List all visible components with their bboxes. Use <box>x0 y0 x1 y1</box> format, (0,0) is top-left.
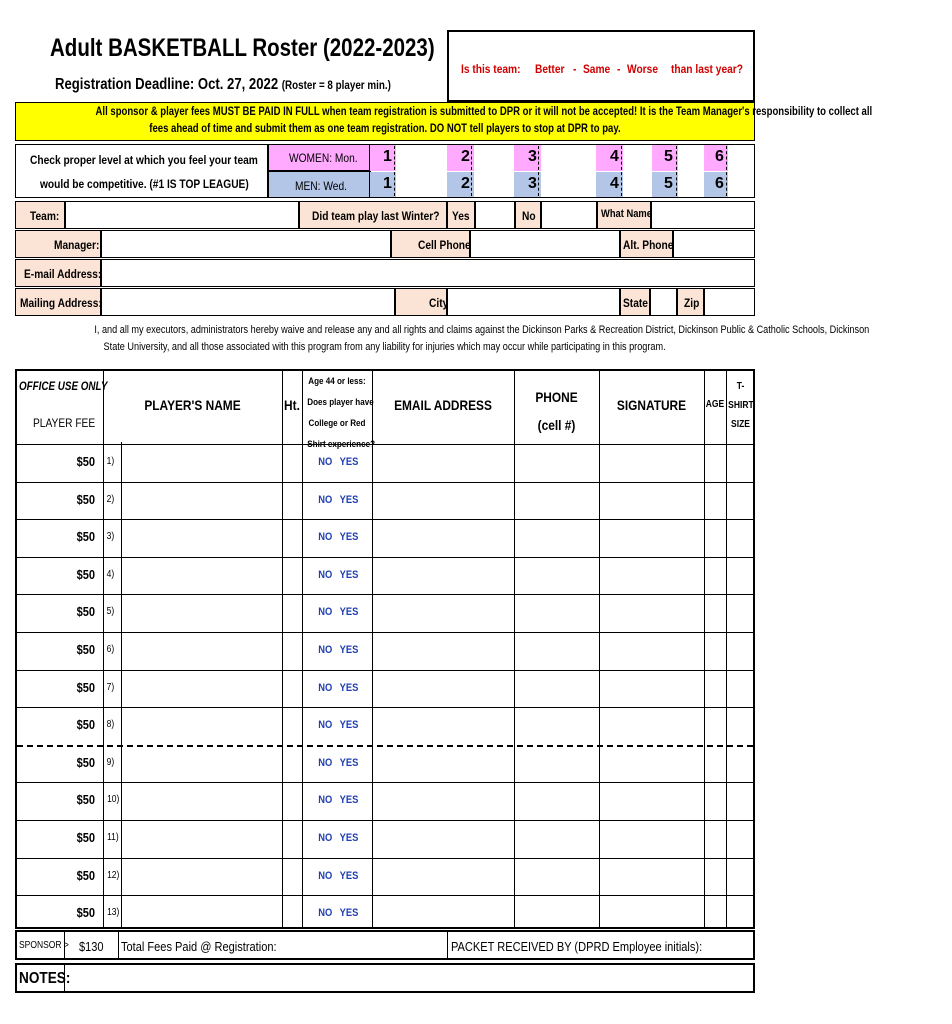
player-fee-header: PLAYER FEE <box>33 416 96 430</box>
tshirt-header: T- SHIRT SIZE <box>728 381 754 430</box>
notice-line-1: All sponsor & player fees MUST BE PAID IN FULL when team registration is submitted to DPR or it will not be accepted! It is the Team Manager's responsibility to collect all <box>95 106 873 118</box>
row-number: 5) <box>106 606 115 618</box>
alt-phone-input[interactable] <box>673 230 755 258</box>
state-input[interactable] <box>650 288 677 316</box>
experience-no-option[interactable]: NO <box>318 794 333 807</box>
experience-yes-option[interactable]: YES <box>339 644 359 656</box>
men-level-5[interactable]: 5 <box>664 175 673 192</box>
row-divider <box>17 745 753 747</box>
row-divider <box>17 858 753 859</box>
waiver-line-1: I, and all my executors, administrators hereby waive and release any and all rights and claims against the Dickinson Parks & Recreation District, Dickinson Public & Catholic Schools, Dickinson <box>94 324 870 336</box>
row-number: 9) <box>106 756 115 768</box>
row-number: 3) <box>106 531 115 543</box>
level-prompt-line-1: Check proper level at which you feel your team <box>30 153 258 167</box>
liability-waiver <box>15 322 870 356</box>
sponsor-label: SPONSOR > <box>19 940 69 951</box>
row-divider <box>17 557 753 558</box>
player-name-header: PLAYER'S NAME <box>144 397 241 413</box>
player-fee: $50 <box>76 867 96 883</box>
city-label: City <box>395 288 447 316</box>
separator: - <box>573 62 577 76</box>
previous-team-name-input[interactable] <box>651 201 755 229</box>
manager-input[interactable] <box>101 230 391 258</box>
player-fee: $50 <box>76 491 96 507</box>
notes-box[interactable] <box>15 963 755 993</box>
last-winter-yes-input[interactable] <box>475 201 515 229</box>
notes-label: NOTES: <box>19 970 71 987</box>
experience-no-option[interactable]: NO <box>318 493 333 506</box>
player-fee: $50 <box>76 905 96 921</box>
email-header: EMAIL ADDRESS <box>394 397 492 413</box>
experience-yes-option[interactable]: YES <box>339 531 359 544</box>
experience-no-option[interactable]: NO <box>318 719 333 732</box>
women-level-1[interactable]: 1 <box>383 148 392 165</box>
men-level-2[interactable]: 2 <box>461 175 470 192</box>
packet-received-label: PACKET RECEIVED BY (DPRD Employee initials): <box>451 939 703 954</box>
zip-label: Zip <box>677 288 704 316</box>
deadline-text: Registration Deadline: Oct. 27, 2022 <box>55 76 279 93</box>
row-divider <box>17 594 753 595</box>
player-fee: $50 <box>76 717 96 733</box>
women-level-4[interactable]: 4 <box>610 148 619 165</box>
experience-yes-option[interactable]: YES <box>339 869 359 882</box>
mailing-label-cell: Mailing Address: <box>15 288 101 316</box>
roster-min-note: (Roster = 8 player min.) <box>281 78 391 92</box>
team-label-cell: Team: <box>15 201 65 229</box>
women-level-3[interactable]: 3 <box>528 148 537 165</box>
row-divider <box>17 707 753 708</box>
row-divider <box>17 820 753 821</box>
alt-phone-label: Alt. Phone <box>620 230 673 258</box>
height-header: Ht. <box>284 397 300 413</box>
level-options-box <box>370 144 755 198</box>
row-divider <box>17 519 753 520</box>
manager-email-input[interactable] <box>101 259 755 287</box>
sponsor-fee: $130 <box>79 939 104 954</box>
cell-phone-label: Cell Phone <box>391 230 470 258</box>
fee-notice <box>15 102 873 141</box>
registration-deadline <box>55 76 391 94</box>
phone-header: PHONE (cell #) <box>535 389 578 433</box>
manager-label-cell: Manager: <box>15 230 101 258</box>
level-prompt-box <box>15 144 268 198</box>
row-number: 4) <box>106 568 115 580</box>
men-level-1[interactable]: 1 <box>383 175 392 192</box>
player-fee: $50 <box>76 642 96 657</box>
row-divider <box>17 670 753 671</box>
row-divider <box>17 895 753 896</box>
row-number: 7) <box>106 681 115 693</box>
option-worse[interactable]: Worse <box>627 62 658 76</box>
email-label-cell: E-mail Address: <box>15 259 101 287</box>
player-fee: $50 <box>76 604 96 620</box>
experience-no-option[interactable]: NO <box>318 644 333 656</box>
women-level-5[interactable]: 5 <box>664 148 673 165</box>
experience-yes-option[interactable]: YES <box>339 907 359 920</box>
row-divider <box>17 782 753 783</box>
women-monday-label: WOMEN: Mon. <box>268 144 370 171</box>
row-number: 13) <box>107 907 120 919</box>
state-label: State <box>620 288 650 316</box>
last-winter-question: Did team play last Winter? <box>299 201 447 229</box>
player-fee: $50 <box>76 529 96 545</box>
player-fee: $50 <box>76 566 96 582</box>
row-divider <box>17 482 753 483</box>
player-fee: $50 <box>76 679 96 695</box>
cell-phone-input[interactable] <box>470 230 620 258</box>
team-comparison-box <box>447 30 755 102</box>
experience-yes-option[interactable]: YES <box>339 568 359 581</box>
player-roster-table <box>15 369 755 929</box>
men-level-4[interactable]: 4 <box>610 175 619 192</box>
signature-header: SIGNATURE <box>616 397 687 413</box>
experience-no-option[interactable]: NO <box>318 756 333 769</box>
age-header: AGE <box>705 399 725 410</box>
experience-yes-option[interactable]: YES <box>339 681 359 694</box>
experience-no-option[interactable]: NO <box>318 456 333 468</box>
experience-no-option[interactable]: NO <box>318 832 333 844</box>
waiver-line-2: State University, and all those associated with this program from any liability for injuries which may occur while participating in this program. <box>103 341 667 353</box>
than-last-year: than last year? <box>671 62 743 76</box>
team-name-input[interactable] <box>65 201 299 229</box>
experience-no-option[interactable]: NO <box>318 531 333 544</box>
experience-yes-option[interactable]: YES <box>339 794 359 807</box>
option-same[interactable]: Same <box>583 62 611 76</box>
last-winter-no-input[interactable] <box>541 201 597 229</box>
player-fee: $50 <box>76 830 96 845</box>
total-fees-label: Total Fees Paid @ Registration: <box>121 939 277 954</box>
experience-yes-option[interactable]: YES <box>339 756 359 769</box>
experience-yes-option[interactable]: YES <box>339 832 359 844</box>
separator: - <box>617 62 621 76</box>
row-divider <box>17 632 753 633</box>
men-level-6[interactable]: 6 <box>715 175 724 192</box>
form-title: Adult BASKETBALL Roster (2022-2023) <box>50 34 435 62</box>
row-number: 2) <box>106 493 115 505</box>
experience-no-option[interactable]: NO <box>318 681 333 694</box>
men-level-3[interactable]: 3 <box>528 175 537 192</box>
experience-no-option[interactable]: NO <box>318 907 333 920</box>
zip-input[interactable] <box>704 288 755 316</box>
yes-label: Yes <box>447 201 475 229</box>
city-input[interactable] <box>447 288 620 316</box>
women-level-6[interactable]: 6 <box>715 148 724 165</box>
option-better[interactable]: Better <box>535 62 565 76</box>
team-question: Is this team: <box>461 62 521 76</box>
row-number: 6) <box>106 644 115 655</box>
experience-yes-option[interactable]: YES <box>339 606 359 619</box>
experience-header: Age 44 or less: Does player have College or Red Shirt experience? <box>307 376 376 450</box>
women-level-2[interactable]: 2 <box>461 148 470 165</box>
notice-line-2: fees ahead of time and submit them as one team registration. DO NOT tell players to stop at DPR to pay. <box>149 123 621 135</box>
row-divider <box>17 444 753 445</box>
experience-no-option[interactable]: NO <box>318 606 333 619</box>
row-number: 8) <box>106 719 115 731</box>
totals-row <box>15 930 755 960</box>
office-use-header: OFFICE USE ONLY <box>19 379 108 393</box>
experience-yes-option[interactable]: YES <box>339 493 359 506</box>
no-label: No <box>515 201 541 229</box>
row-number: 12) <box>107 869 120 881</box>
experience-yes-option[interactable]: YES <box>339 456 359 468</box>
player-fee: $50 <box>76 454 96 469</box>
men-wednesday-label: MEN: Wed. <box>268 171 370 198</box>
level-prompt-line-2: would be competitive. (#1 IS TOP LEAGUE) <box>40 177 249 191</box>
row-number: 10) <box>107 794 120 806</box>
what-name-label: What Name <box>597 201 651 229</box>
experience-no-option[interactable]: NO <box>318 568 333 581</box>
row-number: 11) <box>107 832 119 843</box>
mailing-address-input[interactable] <box>101 288 395 316</box>
player-fee: $50 <box>76 792 96 808</box>
experience-yes-option[interactable]: YES <box>339 719 359 732</box>
player-fee: $50 <box>76 754 96 770</box>
experience-no-option[interactable]: NO <box>318 869 333 882</box>
row-number: 1) <box>106 456 115 467</box>
